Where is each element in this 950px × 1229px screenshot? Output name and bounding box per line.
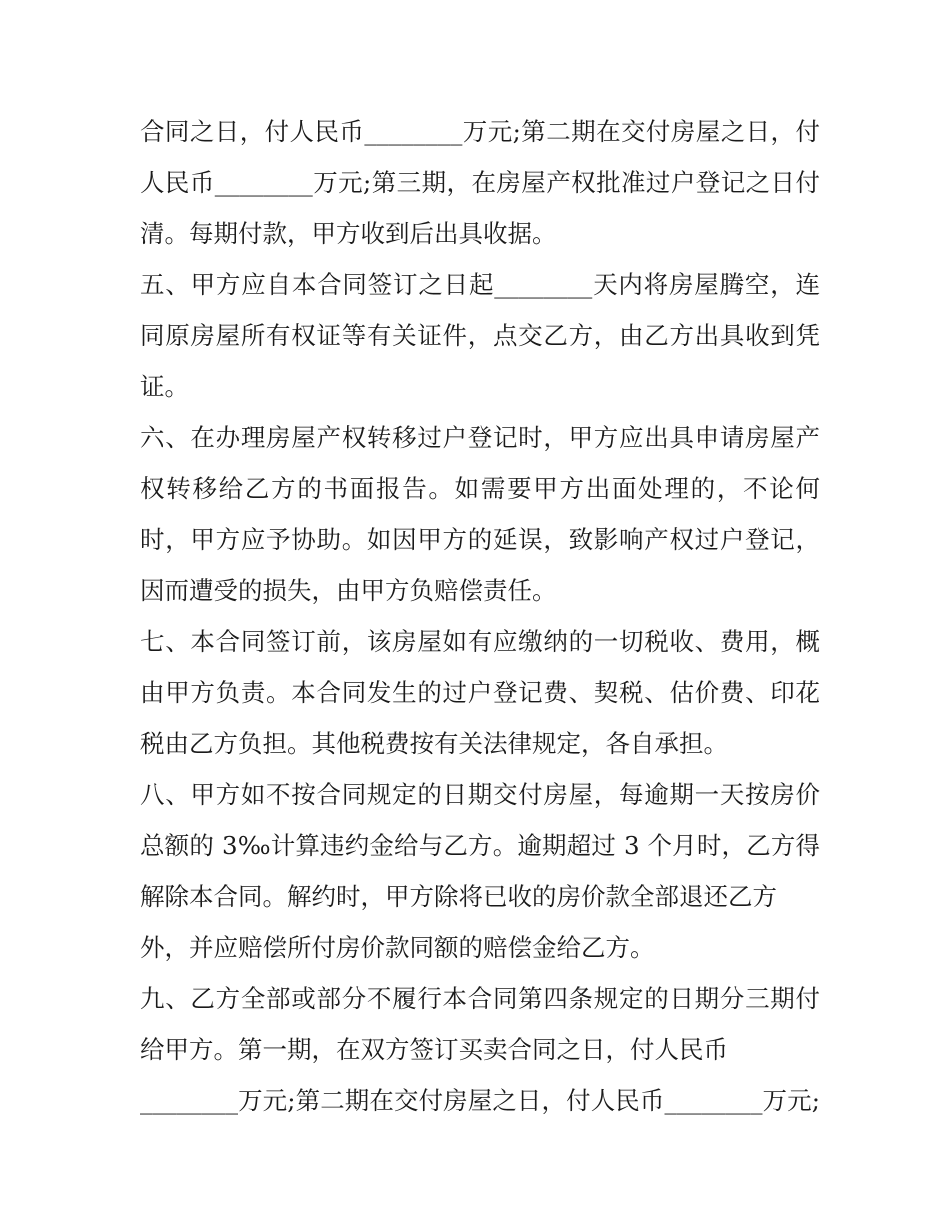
text-line: 解除本合同。解约时，甲方除将已收的房价款全部退还乙方 — [140, 882, 777, 911]
text-line: 权转移给乙方的书面报告。如需要甲方出面处理的，不论何 — [140, 474, 820, 503]
text-line: 总额的 3‰计算违约金给与乙方。逾期超过 3 个月时，乙方得 — [140, 831, 820, 860]
text-line: 税由乙方负担。其他税费按有关法律规定，各自承担。 — [140, 729, 728, 758]
text-line: 七、本合同签订前，该房屋如有应缴纳的一切税收、费用，概 — [140, 627, 820, 656]
text-line: 八、甲方如不按合同规定的日期交付房屋，每逾期一天按房价 — [140, 780, 820, 809]
text-line: 人民币________万元;第三期，在房屋产权批准过户登记之日付 — [140, 168, 820, 197]
text-line: 六、在办理房屋产权转移过户登记时，甲方应出具申请房屋产 — [140, 423, 820, 452]
text-line: 证。 — [140, 372, 189, 401]
text-line: 因而遭受的损失，由甲方负赔偿责任。 — [140, 576, 557, 605]
text-line: 同原房屋所有权证等有关证件，点交乙方，由乙方出具收到凭 — [140, 321, 820, 350]
contract-text-body — [140, 106, 820, 1126]
text-line: 由甲方负责。本合同发生的过户登记费、契税、估价费、印花 — [140, 678, 820, 707]
text-line: 外，并应赔偿所付房价款同额的赔偿金给乙方。 — [140, 933, 655, 962]
text-line: 九、乙方全部或部分不履行本合同第四条规定的日期分三期付 — [140, 984, 820, 1013]
text-line: 合同之日，付人民币________万元;第二期在交付房屋之日，付 — [140, 117, 820, 146]
text-line: 给甲方。第一期，在双方签订买卖合同之日，付人民币 — [140, 1035, 728, 1064]
text-line: 清。每期付款，甲方收到后出具收据。 — [140, 219, 557, 248]
text-line: 时，甲方应予协助。如因甲方的延误，致影响产权过户登记， — [140, 525, 820, 554]
text-line: 五、甲方应自本合同签订之日起________天内将房屋腾空，连 — [140, 270, 820, 299]
text-line: ________万元;第二期在交付房屋之日，付人民币________万元; — [140, 1086, 820, 1115]
